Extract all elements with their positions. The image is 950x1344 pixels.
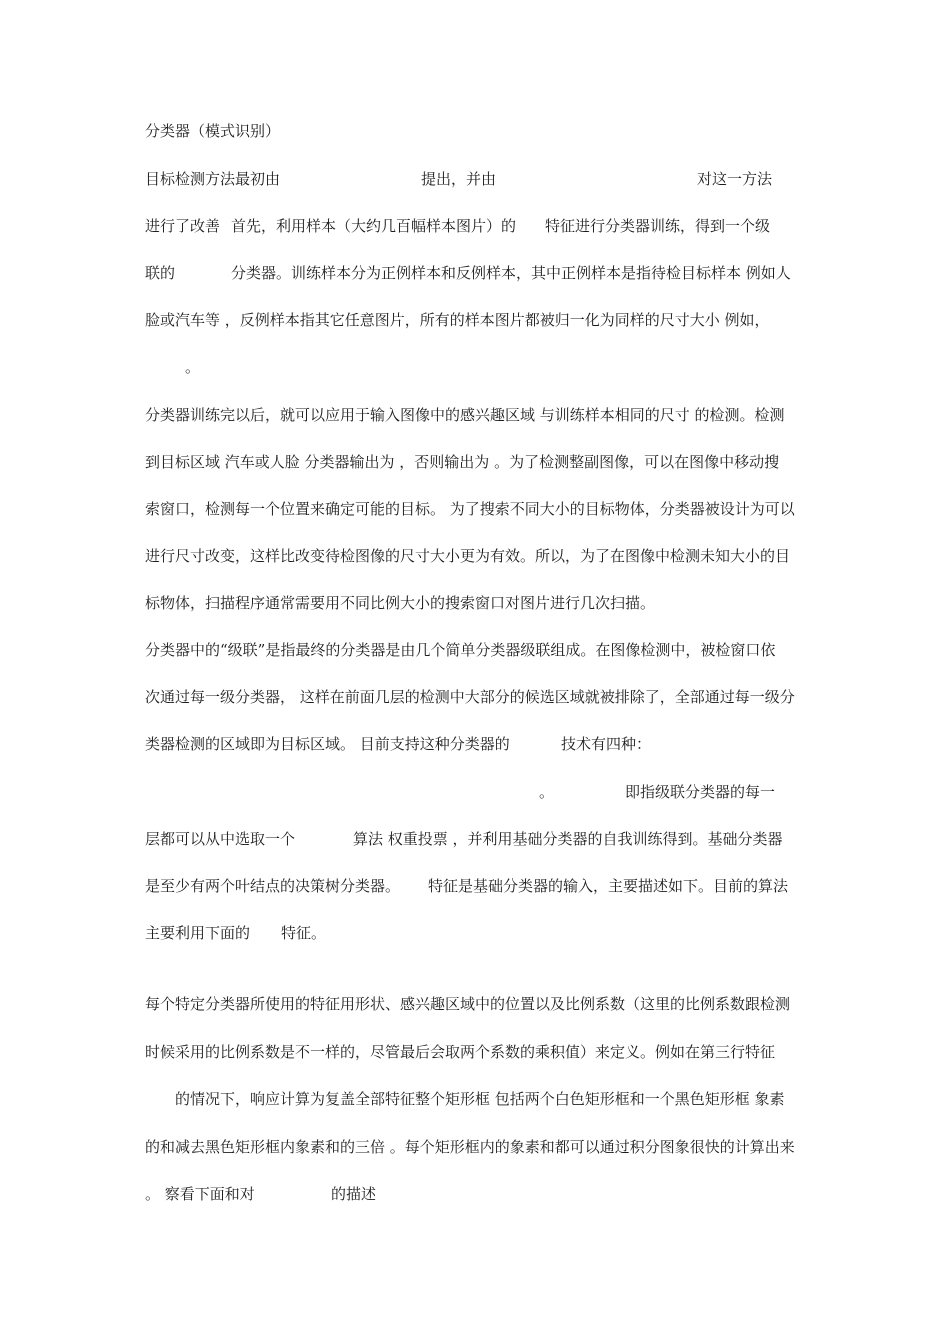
text-segment: 进行了改善 <box>145 217 221 235</box>
text-segment: 的和减去黑色矩形框内象素和的三倍 。每个矩形框内的象素和都可以通过积分图象很快的计算出来 <box>145 1138 795 1156</box>
text-segment: 层都可以从中选取一个 <box>145 830 296 848</box>
text-segment: 的情况下，响应计算为复盖全部特征整个矩形框 包括两个白色矩形框和一个黑色矩形框 象素 <box>175 1090 785 1108</box>
text-segment: 技术有四种： <box>561 735 652 753</box>
text-segment: 分类器训练完以后，就可以应用于输入图像中的感兴趣区域 与训练样本相同的尺寸 的检测。检测 <box>145 406 785 424</box>
text-segment: 到目标区域 汽车或人脸 分类器输出为 ，否则输出为 。为了检测整副图像，可以在图像中移动搜 <box>145 453 780 471</box>
text-segment: 算法 权重投票 ，并利用基础分类器的自我训练得到。基础分类器 <box>353 830 783 848</box>
text-segment: 索窗口，检测每一个位置来确定可能的目标。 为了搜索不同大小的目标物体，分类器被设计为可以 <box>145 500 795 518</box>
text-segment: 的描述 <box>331 1185 377 1203</box>
text-segment: 即指级联分类器的每一 <box>625 783 776 801</box>
text-segment: 标物体，扫描程序通常需要用不同比例大小的搜索窗口对图片进行几次扫描。 <box>145 594 656 612</box>
text-segment: 特征。 <box>281 924 327 942</box>
text-segment: 类器检测的区域即为目标区域。 目前支持这种分类器的 <box>145 735 510 753</box>
text-segment: 每个特定分类器所使用的特征用形状、感兴趣区域中的位置以及比例系数（这里的比例系数跟检测 <box>145 995 791 1013</box>
text-segment: 时候采用的比例系数是不一样的，尽管最后会取两个系数的乘积值）来定义。例如在第三行特征 <box>145 1043 776 1061</box>
text-segment: 脸或汽车等 ，反例样本指其它任意图片，所有的样本图片都被归一化为同样的尺寸大小 例如， <box>145 311 770 329</box>
text-segment: 特征进行分类器训练，得到一个级 <box>545 217 771 235</box>
text-segment: 特征是基础分类器的输入，主要描述如下。目前的算法 <box>428 877 789 895</box>
text-segment: 对这一方法 <box>697 170 773 188</box>
text-segment: 次通过每一级分类器， 这样在前面几层的检测中大部分的候选区域就被排除了，全部通过每一级分 <box>145 688 795 706</box>
text-segment: 首先，利用样本（大约几百幅样本图片）的 <box>231 217 517 235</box>
text-segment: 分类器中的“级联”是指最终的分类器是由几个简单分类器级联组成。在图像检测中，被检窗口依 <box>145 641 776 659</box>
text-segment: 。 <box>539 783 555 801</box>
text-segment: 。 <box>185 358 201 376</box>
text-segment: 。 察看下面和对 <box>145 1185 255 1203</box>
text-segment: 是至少有两个叶结点的决策树分类器。 <box>145 877 401 895</box>
title-text: 分类器（模式识别） <box>145 122 281 140</box>
text-segment: 提出，并由 <box>421 170 497 188</box>
text-segment: 分类器。训练样本分为正例样本和反例样本，其中正例样本是指待检目标样本 例如人 <box>231 264 791 282</box>
text-segment: 主要利用下面的 <box>145 924 251 942</box>
text-segment: 进行尺寸改变，这样比改变待检图像的尺寸大小更为有效。所以，为了在图像中检测未知大小的目 <box>145 547 791 565</box>
text-segment: 目标检测方法最初由 <box>145 170 281 188</box>
text-segment: 联的 <box>145 264 176 282</box>
